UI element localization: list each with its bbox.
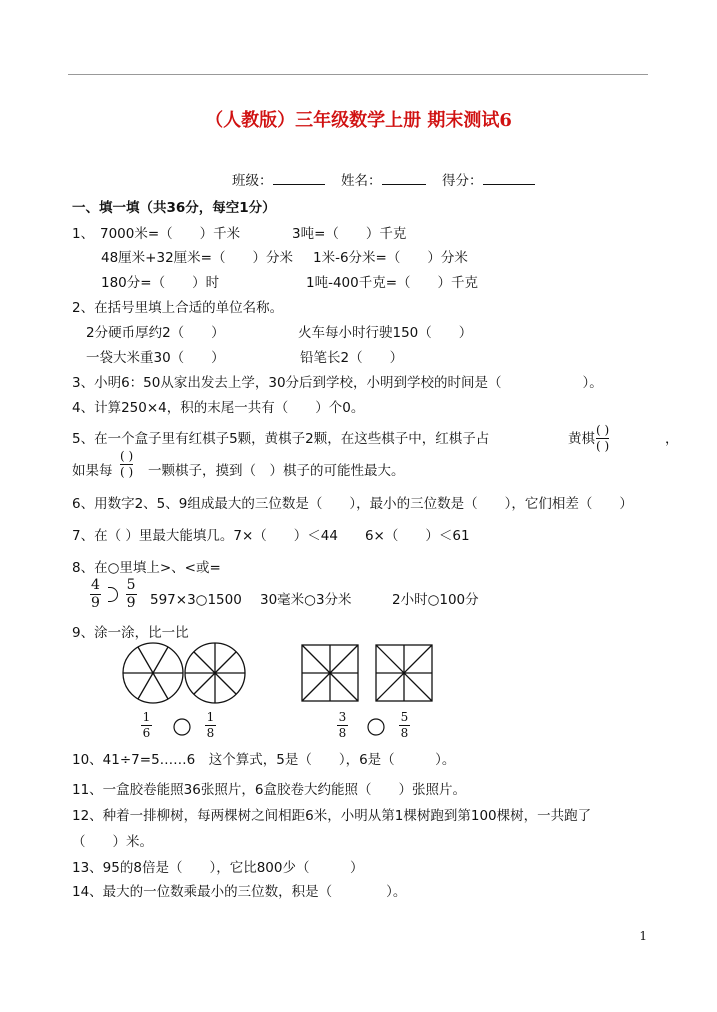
q7: 7、在（ ）里最大能填几。7×（ ）＜44 6×（ ）＜61 <box>72 528 470 544</box>
header-rule <box>68 74 648 75</box>
page-number: 1 <box>639 929 647 943</box>
q12-line1: 12、种着一排柳树，每两棵树之间相距6米，小明从第1棵树跑到第100棵树，一共跑了 <box>72 808 592 824</box>
q1-item-a: 7000米=（ ）千米 <box>100 226 241 242</box>
q14: 14、最大的一位数乘最小的三位数，积是（ ）。 <box>72 884 407 900</box>
q1-number: 1、 <box>72 226 95 242</box>
q5-fraction-blank-1[interactable] <box>596 424 609 453</box>
q8-stem: 8、在○里填上>、<或= <box>72 560 221 576</box>
q8-item-b: 597×3○1500 <box>150 592 242 608</box>
score-blank[interactable] <box>483 170 535 185</box>
q1-item-f: 1吨-400千克=（ ）千克 <box>306 275 479 291</box>
q8-item-c: 30毫米○3分米 <box>260 592 352 608</box>
q8-frac1-num: 4 <box>91 577 100 593</box>
name-blank[interactable] <box>382 170 426 185</box>
q9-frac1-den: 6 <box>142 726 151 740</box>
q9-frac1-num: 1 <box>142 710 151 724</box>
class-field <box>232 170 325 191</box>
q2-item-a: 2分硬币厚约2（ ） <box>86 325 225 341</box>
circle-eighths <box>185 643 245 703</box>
q12-line2: （ ）米。 <box>72 834 153 850</box>
q3: 3、小明6：50从家出发去上学，30分后到学校，小明到学校的时间是（ ）。 <box>72 375 603 391</box>
q9-frac-3 <box>337 711 348 740</box>
square-eighths-1 <box>302 645 358 701</box>
q2-item-b: 火车每小时行驶150（ ） <box>298 325 473 341</box>
q5-frac2-num: ( ) <box>120 449 134 463</box>
q4: 4、计算250×4，积的末尾一共有（ ）个0。 <box>72 400 365 416</box>
class-label: 班级： <box>232 173 273 189</box>
q8-frac2-num: 5 <box>126 577 136 593</box>
score-label: 得分： <box>442 173 483 189</box>
q8-fraction-compare <box>90 578 137 611</box>
name-label: 姓名： <box>341 173 382 189</box>
q8-item-d: 2小时○100分 <box>392 592 479 608</box>
q5-frac2-den: ( ) <box>120 465 134 479</box>
q5-frac1-num: ( ) <box>596 423 610 437</box>
q9-frac2-den: 8 <box>206 726 215 740</box>
q1-item-c: 48厘米+32厘米=（ ）分米 <box>101 250 293 266</box>
q9-frac-2 <box>205 711 216 740</box>
q8-frac2-den: 9 <box>126 595 136 611</box>
q9-frac4-num: 5 <box>400 710 409 724</box>
q5-line1: 5、在一个盒子里有红棋子5颗，黄棋子2颗，在这些棋子中，红棋子占 <box>72 431 490 447</box>
q5-line2-start: 如果每 <box>72 463 113 479</box>
q5-comma: ， <box>665 431 679 447</box>
q9-frac3-den: 8 <box>338 726 347 740</box>
section-1-heading: 一、填一填（共36分，每空1分） <box>72 200 276 216</box>
q8-compare-circle[interactable] <box>108 587 118 602</box>
q1-item-d: 1米-6分米=（ ）分米 <box>313 250 468 266</box>
q5-yellow-label: 黄棋 <box>568 431 595 447</box>
q9-frac4-den: 8 <box>400 726 409 740</box>
q9-frac2-num: 1 <box>206 710 215 724</box>
q11: 11、一盒胶卷能照36张照片，6盒胶卷大约能照（ ）张照片。 <box>72 782 466 798</box>
q1-item-e: 180分=（ ）时 <box>101 275 220 291</box>
q1-item-b: 3吨=（ ）千克 <box>292 226 407 242</box>
class-blank[interactable] <box>273 170 325 185</box>
square-eighths-2 <box>376 645 432 701</box>
q2-item-c: 一袋大米重30（ ） <box>86 350 225 366</box>
q9-stem: 9、涂一涂，比一比 <box>72 625 189 641</box>
page-title: （人教版）三年级数学上册 期末测试6 <box>205 110 512 131</box>
name-field <box>341 170 426 191</box>
q13: 13、95的8倍是（ ），它比800少（ ） <box>72 860 364 876</box>
q5-line2: 一颗棋子，摸到（ ）棋子的可能性最大。 <box>148 463 405 479</box>
q9-frac-4 <box>399 711 410 740</box>
q5-frac1-den: ( ) <box>596 439 610 453</box>
circle-sixths <box>123 643 183 703</box>
q2-stem: 2、在括号里填上合适的单位名称。 <box>72 300 284 316</box>
q9-frac-1 <box>141 711 152 740</box>
q8-frac1-den: 9 <box>91 595 100 611</box>
score-field <box>442 170 535 191</box>
q5-fraction-blank-2[interactable] <box>120 450 133 479</box>
q10: 10、41÷7=5……6 这个算式，5是（ ），6是（ ）。 <box>72 752 456 768</box>
q9-compare-circle-1[interactable] <box>174 719 190 735</box>
q9-compare-circle-2[interactable] <box>368 719 384 735</box>
q9-frac3-num: 3 <box>338 710 347 724</box>
q2-item-d: 铅笔长2（ ） <box>300 350 404 366</box>
q6: 6、用数字2、5、9组成最大的三位数是（ ），最小的三位数是（ ），它们相差（ ） <box>72 496 633 512</box>
